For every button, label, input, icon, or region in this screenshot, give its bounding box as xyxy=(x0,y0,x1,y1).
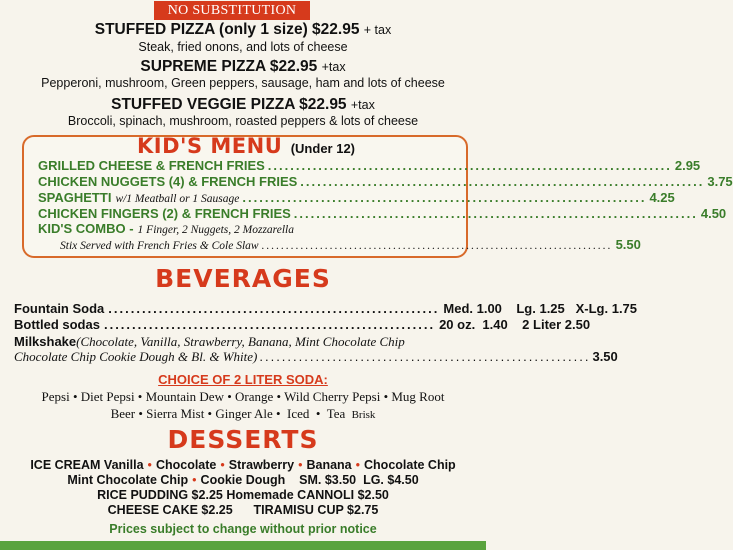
bullet: • xyxy=(220,458,225,472)
desserts-title: DESSERTS xyxy=(167,425,319,454)
milkshake-flavors: (Chocolate, Vanilla, Strawberry, Banana, Mint Chocolate Chip xyxy=(76,334,405,349)
beverage-bottled xyxy=(14,317,591,332)
beverage-prices: 20 oz. 1.40 2 Liter 2.50 xyxy=(439,317,591,332)
pizza-desc-supreme: Pepperoni, mushroom, Green peppers, sausage, ham and lots of cheese xyxy=(41,76,445,90)
kids-item-price: 2.95 xyxy=(674,158,701,173)
no-substitution-banner: NO SUBSTITUTION xyxy=(154,1,310,20)
kids-item-name: GRILLED CHEESE & FRENCH FRIES xyxy=(38,158,265,173)
kids-combo-desc: Stix Served with French Fries & Cole Slaw xyxy=(60,240,259,252)
pizza-name: SUPREME PIZZA $22.95 xyxy=(140,58,318,75)
beverage-prices: Med. 1.00 Lg. 1.25 X-Lg. 1.75 xyxy=(443,301,638,316)
dessert-line-1 xyxy=(0,458,486,472)
dot-leader: ........................................................................ xyxy=(242,190,647,205)
dot-leader: ........................................................... xyxy=(259,349,591,364)
bullet: • xyxy=(147,458,152,472)
dessert-item: Chocolate Chip xyxy=(364,458,456,472)
pizza-title-veggie xyxy=(0,96,486,114)
beverage-fountain xyxy=(14,301,638,316)
kids-item xyxy=(38,190,675,205)
beverages-title: BEVERAGES xyxy=(155,264,331,293)
kids-combo-price: 5.50 xyxy=(615,237,641,252)
dot-leader: ........................................................................ xyxy=(267,158,672,173)
pizza-name: STUFFED PIZZA (only 1 size) $22.95 xyxy=(94,21,360,38)
soda-choice-heading xyxy=(0,371,486,389)
beverage-name: Bottled sodas xyxy=(14,317,100,332)
kids-item-price: 3.75 xyxy=(707,174,733,189)
kids-item xyxy=(38,158,701,173)
kids-item-name: SPAGHETTI xyxy=(38,190,112,205)
kids-item-combo xyxy=(38,221,448,236)
pizza-tax: +tax xyxy=(350,98,375,112)
kids-item-name: KID'S COMBO - xyxy=(38,221,134,236)
kids-item-note: w/1 Meatball or 1 Sausage xyxy=(115,193,240,205)
beverage-name: Fountain Soda xyxy=(14,301,105,316)
milkshake-price: 3.50 xyxy=(592,349,618,364)
kids-item-price: 4.50 xyxy=(700,206,727,221)
soda-choice-title: CHOICE OF 2 LITER SODA: xyxy=(158,372,328,387)
pizza-title-stuffed xyxy=(0,21,486,39)
green-band xyxy=(0,541,486,550)
kids-item-note: 1 Finger, 2 Nuggets, 2 Mozzarella xyxy=(137,224,294,236)
dessert-line-3: RICE PUDDING $2.25 Homemade CANNOLI $2.50 xyxy=(97,488,389,502)
kids-menu-heading xyxy=(137,134,355,158)
pizza-tax: + tax xyxy=(363,23,392,37)
dessert-item: Strawberry xyxy=(228,458,295,472)
pizza-desc-veggie: Broccoli, spinach, mushroom, roasted peppers & lots of cheese xyxy=(67,114,419,128)
soda-list-2 xyxy=(0,406,486,422)
dessert-item: Mint Chocolate Chip xyxy=(67,473,189,487)
soda-list-2-brisk: Brisk xyxy=(351,409,376,421)
kids-item xyxy=(38,174,733,189)
dot-leader: ........................................................... xyxy=(108,301,440,316)
dessert-item: Chocolate xyxy=(155,458,217,472)
kids-item-name: CHICKEN NUGGETS (4) & FRENCH FRIES xyxy=(38,174,298,189)
pizza-tax: +tax xyxy=(321,60,346,74)
kids-item-price: 4.25 xyxy=(649,190,675,205)
kids-item-name: CHICKEN FINGERS (2) & FRENCH FRIES xyxy=(38,206,291,221)
pizza-name: STUFFED VEGGIE PIZZA $22.95 xyxy=(111,96,347,113)
price-notice: Prices subject to change without prior notice xyxy=(109,522,377,536)
dot-leader: ........................................................................ xyxy=(300,174,705,189)
dessert-item: Banana xyxy=(306,458,352,472)
dot-leader: ........................................................................ xyxy=(261,240,613,252)
dot-leader: ........................................................................ xyxy=(293,206,698,221)
dessert-item: ICE CREAM Vanilla xyxy=(30,458,144,472)
dessert-line-2 xyxy=(0,473,486,487)
pizza-desc-stuffed: Steak, fried onons, and lots of cheese xyxy=(138,40,348,54)
soda-list-2-text: Beer • Sierra Mist • Ginger Ale • Iced • Tea xyxy=(110,406,346,421)
dot-leader: ........................................................... xyxy=(103,317,436,332)
pizza-title-supreme xyxy=(0,58,486,76)
bullet: • xyxy=(192,473,197,487)
beverage-milkshake xyxy=(14,334,405,350)
dessert-line-4: CHEESE CAKE $2.25 TIRAMISU CUP $2.75 xyxy=(107,503,379,517)
kids-menu-subtitle: (Under 12) xyxy=(290,141,356,156)
beverage-name: Milkshake xyxy=(14,334,77,349)
kids-item xyxy=(38,206,727,221)
kids-combo-line2 xyxy=(60,237,641,252)
soda-list-1: Pepsi • Diet Pepsi • Mountain Dew • Orange • Wild Cherry Pepsi • Mug Root xyxy=(41,389,445,404)
beverage-milkshake-line2 xyxy=(14,349,618,365)
dessert-item: Cookie Dough SM. $3.50 LG. $4.50 xyxy=(200,473,419,487)
kids-menu-title: KID'S MENU xyxy=(137,134,283,158)
bullet: • xyxy=(298,458,303,472)
bullet: • xyxy=(355,458,361,472)
milkshake-flavors-2: Chocolate Chip Cookie Dough & Bl. & White) xyxy=(14,349,258,364)
